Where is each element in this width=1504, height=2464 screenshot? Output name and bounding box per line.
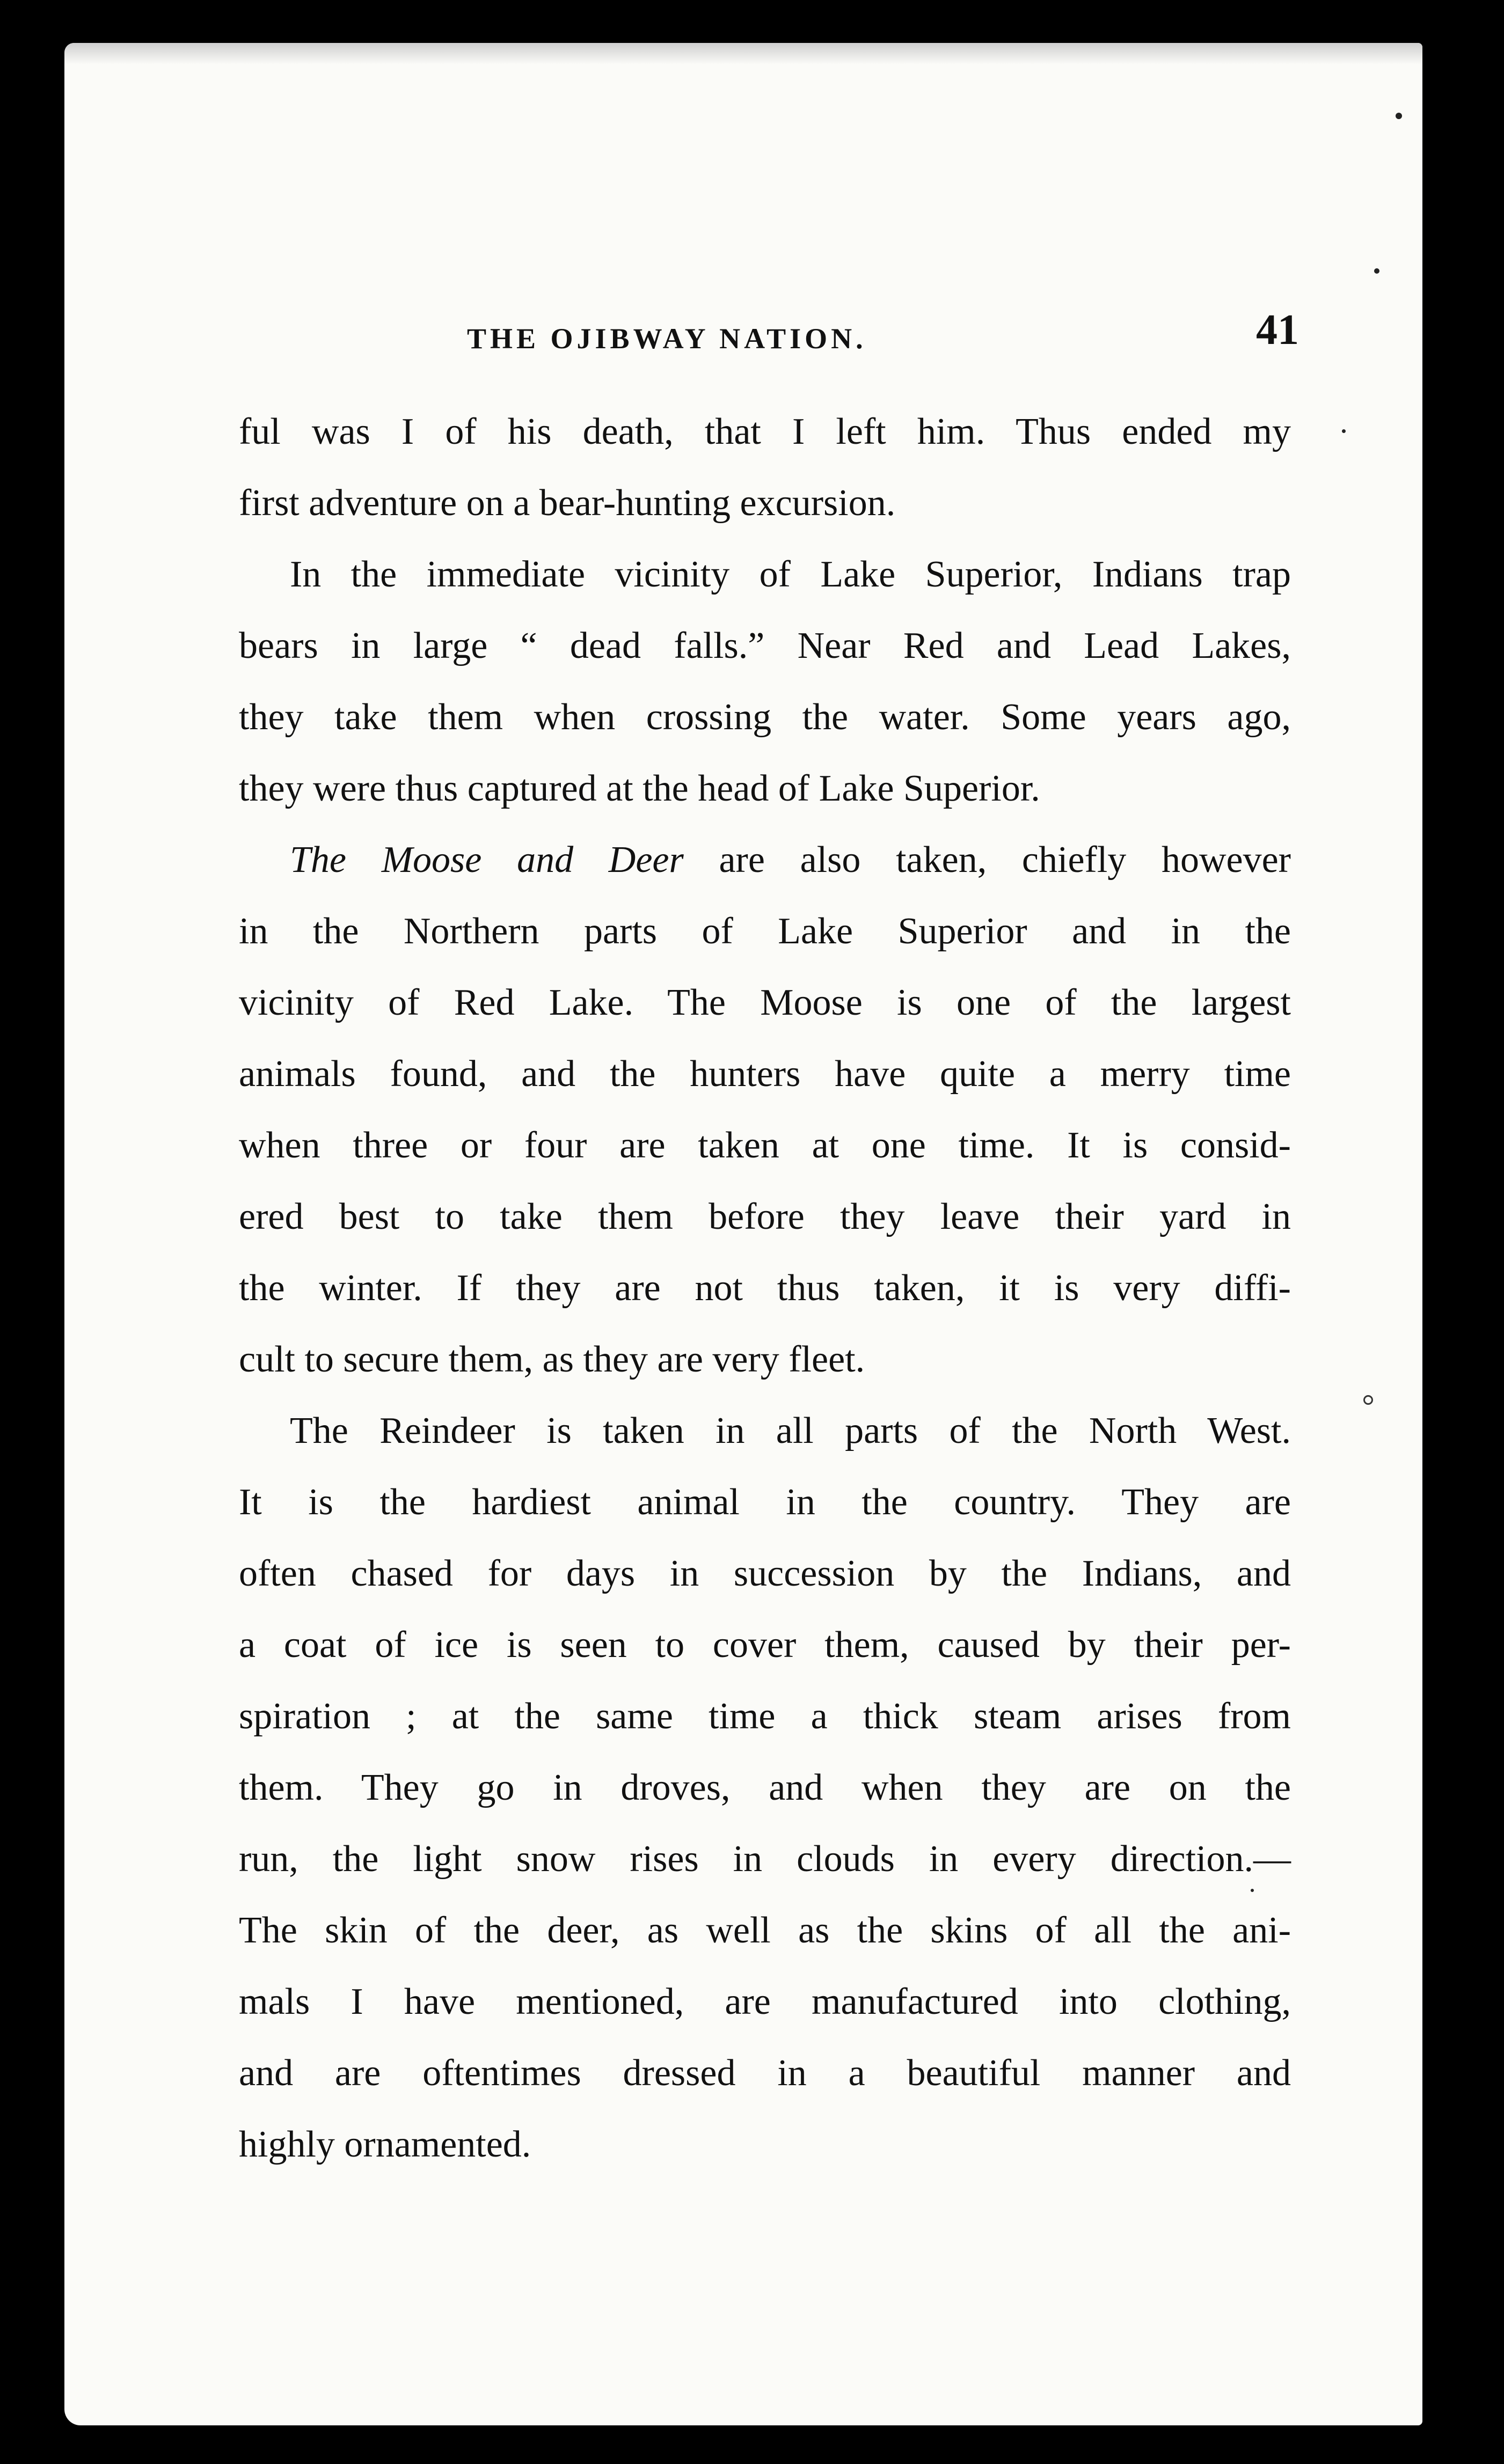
text-line: in the Northern parts of Lake Superior and in the — [239, 911, 1291, 952]
running-head: THE OJIBWAY NATION. — [467, 322, 867, 355]
body-text — [239, 396, 1291, 2180]
text-line: In the immediate vicinity of Lake Superior, Indians trap — [290, 554, 1291, 595]
text-line: ful was I of his death, that I left him. Thus ended my — [239, 411, 1291, 452]
book-page — [64, 43, 1422, 2425]
text-line: the winter. If they are not thus taken, it is very diffi- — [239, 1267, 1291, 1309]
line-text: are also taken, chiefly however — [683, 839, 1291, 881]
text-line: The skin of the deer, as well as the skins of all the ani- — [239, 1910, 1291, 1951]
print-speck — [1363, 1395, 1373, 1405]
page-number: 41 — [1256, 306, 1299, 354]
text-line: and are oftentimes dressed in a beautiful manner and — [239, 2052, 1291, 2094]
print-speck — [1342, 429, 1346, 433]
text-line: they take them when crossing the water. Some years ago, — [239, 696, 1291, 738]
text-line: a coat of ice is seen to cover them, caused by their per- — [239, 1624, 1291, 1666]
text-line: highly ornamented. — [239, 2124, 531, 2165]
text-line: animals found, and the hunters have quite a merry time — [239, 1053, 1291, 1095]
text-line: vicinity of Red Lake. The Moose is one of the largest — [239, 982, 1291, 1023]
text-line: often chased for days in succession by the Indians, and — [239, 1553, 1291, 1594]
text-line — [239, 824, 1291, 896]
text-line: when three or four are taken at one time. It is consid- — [239, 1125, 1291, 1166]
text-line: bears in large “ dead falls.” Near Red and Lead Lakes, — [239, 625, 1291, 666]
italic-phrase: The Moose and Deer — [290, 839, 684, 881]
text-line: run, the light snow rises in clouds in every direction.— — [239, 1838, 1291, 1880]
text-line: cult to secure them, as they are very fleet. — [239, 1339, 865, 1380]
text-line: spiration ; at the same time a thick steam arises from — [239, 1696, 1291, 1737]
text-line: they were thus captured at the head of Lake Superior. — [239, 768, 1040, 809]
print-speck — [1374, 268, 1379, 274]
text-line: ered best to take them before they leave their yard in — [239, 1196, 1291, 1237]
text-line: them. They go in droves, and when they are on the — [239, 1767, 1291, 1808]
text-line: It is the hardiest animal in the country. They are — [239, 1482, 1291, 1523]
print-speck — [1396, 113, 1402, 119]
text-line: The Reindeer is taken in all parts of the North West. — [290, 1410, 1291, 1451]
text-line: mals I have mentioned, are manufactured into clothing, — [239, 1981, 1291, 2022]
print-speck — [1251, 1889, 1254, 1892]
text-line: first adventure on a bear-hunting excursion. — [239, 482, 896, 524]
